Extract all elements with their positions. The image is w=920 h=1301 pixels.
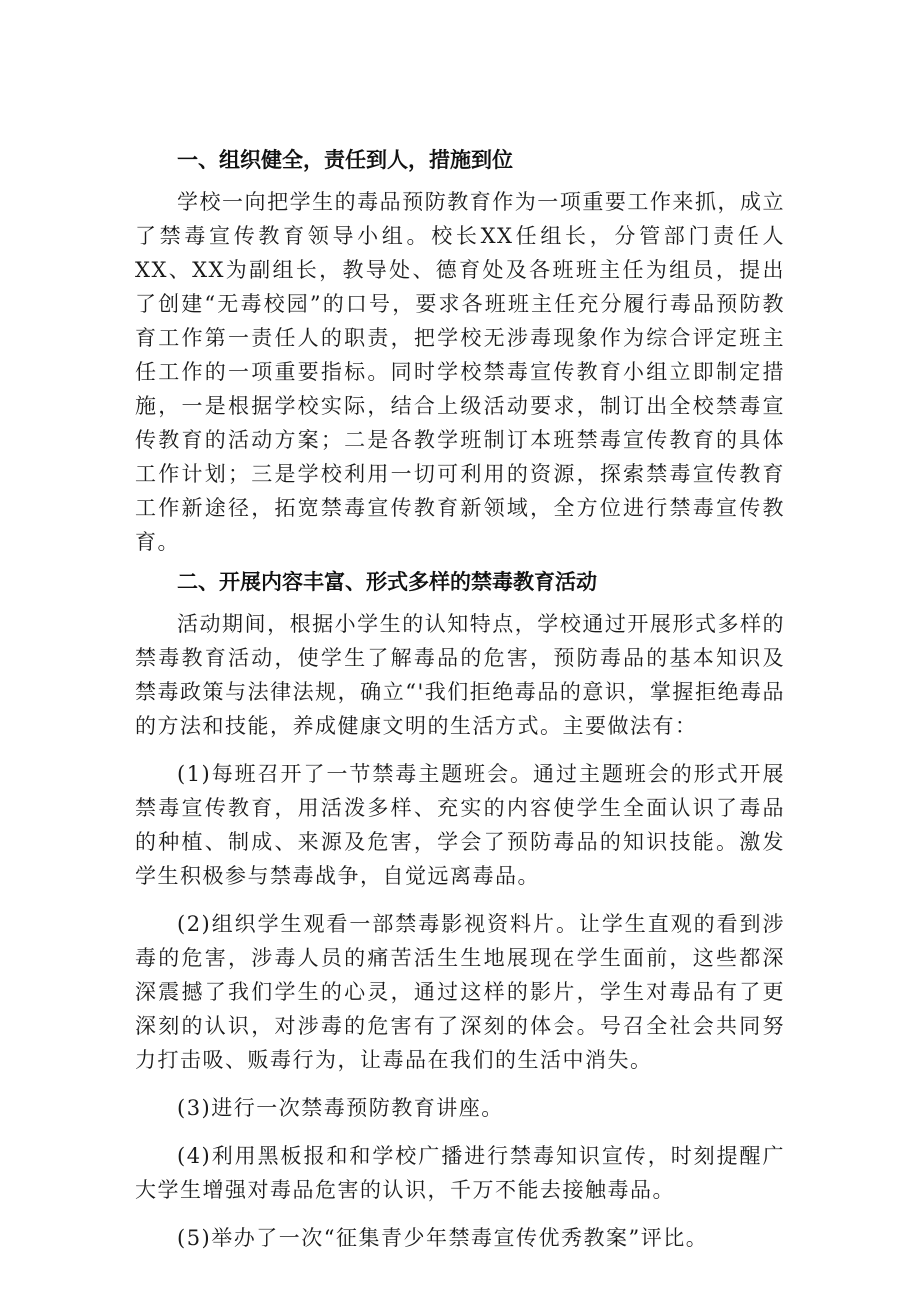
section-1-paragraph: 学校一向把学生的毒品预防教育作为一项重要工作来抓，成立了禁毒宣传教育领导小组。校长XX任组长，分管部门责任人XX、XX为副组长，教导处、德育处及各班班主任为组员，提出了创建“无毒校园”的口号，要求各班班主任充分履行毒品预防教育工作第一责任人的职责，把学校无涉毒现象作为综合评定班主任工作的一项重要指标。同时学校禁毒宣传教育小组立即制定措施，一是根据学校实际，结合上级活动要求，制订出全校禁毒宣传教育的活动方案；二是各教学班制订本班禁毒宣传教育的具体工作计划；三是学校利用一切可利用的资源，探索禁毒宣传教育工作新途径，拓宽禁毒宣传教育新领域，全方位进行禁毒宣传教育。 xyxy=(135,190,785,554)
document-body xyxy=(135,143,785,1255)
activity-item-4: (4)利用黑板报和和学校广播进行禁毒知识宣传，时刻提醒广大学生增强对毒品危害的认识，千万不能去接触毒品。 xyxy=(135,1144,785,1202)
section-1-heading: 一、组织健全，责任到人，措施到位 xyxy=(177,148,513,172)
activity-item-3: (3)进行一次禁毒预防教育讲座。 xyxy=(177,1096,504,1120)
activity-item-5: (5)举办了一次“征集青少年禁毒宣传优秀教案”评比。 xyxy=(177,1226,709,1250)
section-2-heading: 二、开展内容丰富、形式多样的禁毒教育活动 xyxy=(177,570,597,594)
activity-item-1: (1)每班召开了一节禁毒主题班会。通过主题班会的形式开展禁毒宣传教育，用活泼多样、充实的内容使学生全面认识了毒品的种植、制成、来源及危害，学会了预防毒品的知识技能。激发学生积极参与禁毒战争，自觉远离毒品。 xyxy=(135,762,785,888)
activity-item-2: (2)组织学生观看一部禁毒影视资料片。让学生直观的看到涉毒的危害，涉毒人员的痛苦活生生地展现在学生面前，这些都深深震撼了我们学生的心灵，通过这样的影片，学生对毒品有了更深刻的认识，对涉毒的危害有了深刻的体会。号召全社会共同努力打击吸、贩毒行为，让毒品在我们的生活中消失。 xyxy=(135,912,785,1072)
section-2-intro-paragraph: 活动期间，根据小学生的认知特点，学校通过开展形式多样的禁毒教育活动，使学生了解毒品的危害，预防毒品的基本知识及禁毒政策与法律法规，确立“'我们拒绝毒品的意识，掌握拒绝毒品的方法和技能，养成健康文明的生活方式。主要做法有： xyxy=(135,612,785,738)
